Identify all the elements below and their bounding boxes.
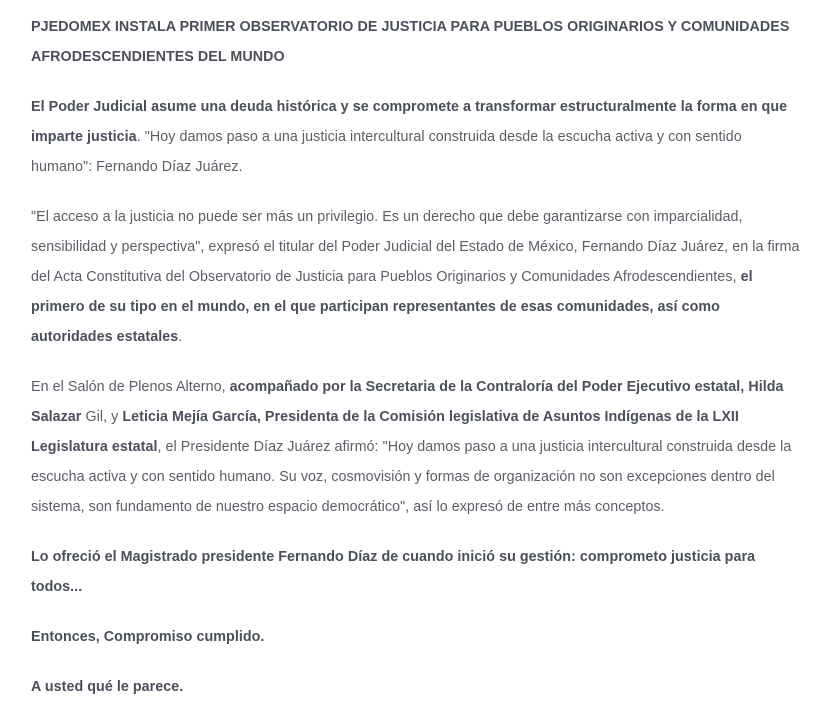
ceremony-bold-1: acompañado por la Secretaria de la Contraloría del Poder Ejecutivo estatal, Hilda Salazar [31,379,784,425]
question-bold-text: A usted qué le parece. [31,679,184,695]
lead-bold-text: El Poder Judicial asume una deuda histórica y se compromete a transformar estructuralmente la forma en que imparte justicia [31,99,788,145]
paragraph-quote [31,202,800,352]
ceremony-text-1: En el Salón de Plenos Alterno, [31,379,230,395]
quote-bold-text: el primero de su tipo en el mundo, en el que participan representantes de esas comunidades, así como autoridades estatales [31,269,753,345]
ceremony-bold-2: Leticia Mejía García, Presidenta de la Comisión legislativa de Asuntos Indígenas de la LXII Legislatura estatal [31,409,739,455]
promise-bold-text: Lo ofreció el Magistrado presidente Fernando Díaz de cuando inició su gestión: comprometo justicia para todos... [31,549,756,595]
paragraph-promise [31,542,800,602]
ceremony-text-3: , el Presidente Díaz Juárez afirmó: "Hoy damos paso a una justicia intercultural construida desde la escucha activa y con sentido humano. Su voz, cosmovisión y formas de organización no son excepciones dentro del sistema, son fundamento de nuestro espacio democrático", así lo expresó de entre más conceptos. [31,439,792,515]
lead-text: . "Hoy damos paso a una justicia intercultural construida desde la escucha activa y con sentido humano": Fernando Díaz Juárez. [31,129,742,175]
quote-text: "El acceso a la justicia no puede ser más un privilegio. Es un derecho que debe garantizarse con imparcialidad, sensibilidad y perspectiva", expresó el titular del Poder Judicial del Estado de México, Fernando Díaz Juárez, en la firma del Acta Constitutiva del Observatorio de Justicia para Pueblos Originarios y Comunidades Afrodescendientes, [31,209,800,285]
quote-end: . [178,329,183,345]
article-title: PJEDOMEX INSTALA PRIMER OBSERVATORIO DE JUSTICIA PARA PUEBLOS ORIGINARIOS Y COMUNIDADES AFRODESCENDIENTES DEL MUNDO [31,19,790,65]
fulfilled-bold-text: Entonces, Compromiso cumplido. [31,629,265,645]
paragraph-fulfilled [31,622,800,652]
paragraph-lead [31,92,800,182]
paragraph-ceremony [31,372,800,522]
ceremony-text-2: Gil, y [81,409,123,425]
paragraph-question [31,672,800,702]
